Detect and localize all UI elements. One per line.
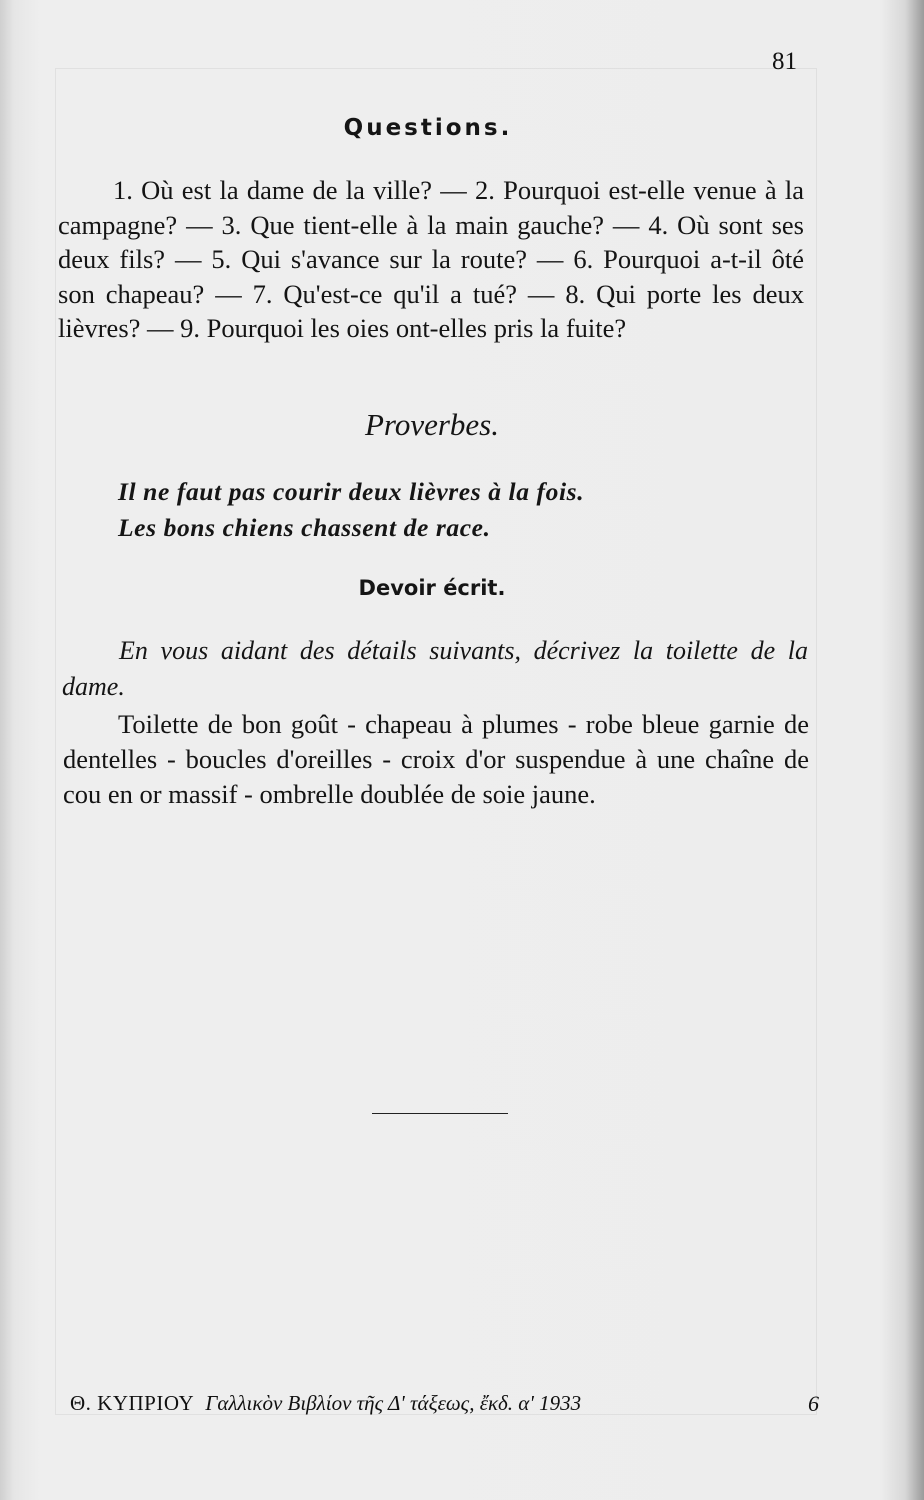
section-divider: [372, 1113, 508, 1114]
questions-text: 1. Où est la dame de la ville? — 2. Pourquoi est-elle venue à la campagne? — 3. Que tient-elle à la main gauche? — 4. Où sont ses deux fils? — 5. Qui s'avance sur la route? — 6. Pourquoi a-t-il ôté son chapeau? — 7. Qu'est-ce qu'il a tué? — 8. Qui porte les deux lièvres? — 9. Pourquoi les oies ont-elles pris la fuite?: [58, 175, 804, 343]
footer-book-title: Γαλλικὸν Βιβλίον τῆς Δ' τάξεως, ἔκδ. α' 1933: [205, 1391, 582, 1415]
devoir-instruction: En vous aidant des détails suivants, décrivez la toilette de la dame.: [62, 636, 808, 701]
page-number: 81: [772, 48, 797, 75]
proverb-item: Il ne faut pas courir deux lièvres à la fois.: [118, 477, 585, 506]
proverb-item: Les bons chiens chassent de race.: [118, 513, 491, 542]
signature-mark: 6: [808, 1391, 819, 1416]
footer-author: Θ. ΚΥΠΡΙΟΥ: [70, 1391, 195, 1415]
proverbes-heading: Proverbes.: [364, 407, 499, 442]
devoir-heading: Devoir écrit.: [358, 576, 506, 600]
questions-heading: Questions.: [343, 115, 513, 141]
devoir-details: Toilette de bon goût - chapeau à plumes - robe bleue garnie de dentelles - boucles d'oreilles - croix d'or suspendue à une chaîne de cou en or massif - ombrelle doublée de soie jaune.: [63, 709, 809, 809]
page-footer: [70, 1391, 581, 1416]
